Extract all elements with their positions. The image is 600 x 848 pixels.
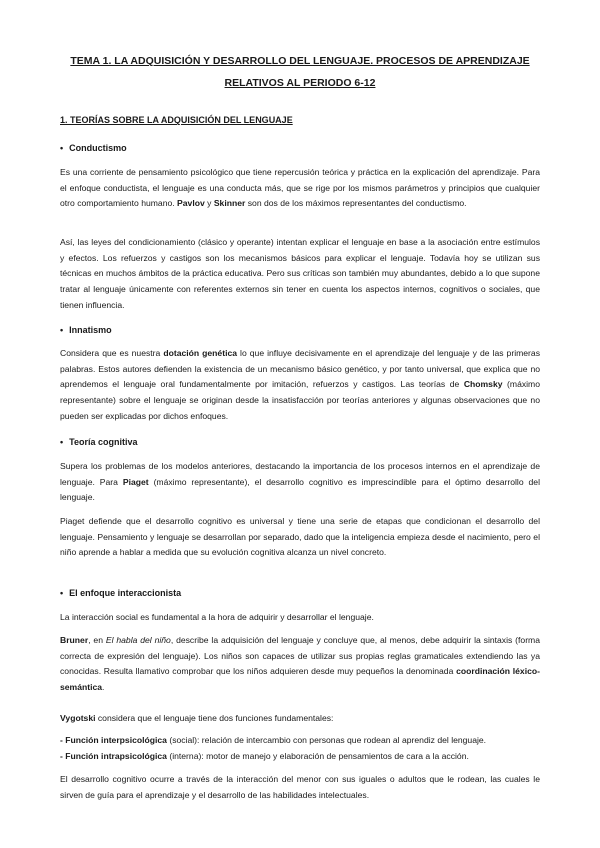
author-skinner: Skinner xyxy=(213,198,246,209)
heading-innatismo-label: Innatismo xyxy=(69,325,112,335)
innatismo-paragraph-1: Considera que es nuestra dotación genética lo que influye decisivamente en el aprendizaje del lenguaje y de las primeras palabras. Estos autores defienden la existencia de un mecanismo básico genético, y por tanto universal, que explica que no aprendemos el lenguaje oral fundamentalmente por imitación, refuerzos y castigos. Las teorías de Chomsky (máximo representante) sobre el lenguaje se originan desde la insatisfacción por teorías anteriores y algunas observaciones que no pueden ser explicadas por dichos enfoques. xyxy=(60,348,540,421)
author-vygotski: Vygotski xyxy=(60,713,96,723)
heading-teoria-cognitiva xyxy=(60,437,138,447)
cognitiva-paragraph-1: Supera los problemas de los modelos anteriores, destacando la importancia de los procesos internos en el aprendizaje de lenguaje. Para Piaget (máximo representante), el desarrollo cognitivo es imprescindible para el óptimo desarrollo del lenguaje. xyxy=(60,461,540,503)
heading-conductismo xyxy=(60,143,127,153)
cognitiva-paragraph-2: Piaget defiende que el desarrollo cognitivo es universal y tiene una serie de etapas que condicionan el desarrollo del lenguaje. Pensamiento y lenguaje se desarrollan por separado, dado que la inteligencia empieza desde el nacimiento, pero el niño aprende a hablar a medida que su evolución cognitiva alcanza un nivel concreto. xyxy=(60,516,540,558)
term-dotacion-genetica: dotación genética xyxy=(163,348,238,358)
interaccionista-paragraph-3: Vygotski considera que el lenguaje tiene dos funciones fundamentales: xyxy=(60,713,334,723)
book-title: El habla del niño xyxy=(105,635,171,645)
bullet-icon: • xyxy=(60,325,64,335)
interaccionista-paragraph-1: La interacción social es fundamental a la hora de adquirir y desarrollar el lenguaje. xyxy=(60,612,374,622)
heading-enfoque-interaccionista-label: El enfoque interaccionista xyxy=(69,588,182,598)
author-pavlov: Pavlov xyxy=(177,198,205,209)
conductismo-paragraph-1: Es una corriente de pensamiento psicológico que tiene repercusión teórica y práctica en la explicación del aprendizaje. Para el enfoque conductista, el lenguaje es una conducta más, que se rige por los mismos parámetros y principios que cualquier otro comportamiento humano. Pavlov y Skinner son dos de los máximos representantes del conductismo. xyxy=(60,167,540,209)
funcion-interpsicologica: - Función interpsicológica (social): relación de intercambio con personas que rodean al aprendiz del lenguaje. xyxy=(60,735,487,745)
bullet-icon: • xyxy=(60,143,64,153)
heading-teoria-cognitiva-label: Teoría cognitiva xyxy=(69,437,138,447)
interaccionista-paragraph-4: El desarrollo cognitivo ocurre a través de la interacción del menor con sus iguales o adultos que le rodean, las cuales le sirven de guía para el aprendizaje y el desarrollo de las habilidades intelectuales. xyxy=(60,774,540,800)
term-coordinacion: coordinación léxico-semántica xyxy=(60,666,540,693)
author-bruner: Bruner xyxy=(60,635,89,645)
author-chomsky: Chomsky xyxy=(463,379,503,390)
interaccionista-paragraph-2: Bruner, en El habla del niño, describe la adquisición del lenguaje y concluye que, al menos, debe adquirir la sintaxis (forma correcta de expresión del lenguaje). Los niños son capaces de utilizar sus propias reglas gramaticales extendiendo las ya conocidas. Resulta llamativo comprobar que los niños adquieren desde muy pequeños la denominada coordinación léxico-semántica. xyxy=(60,635,540,693)
author-piaget: Piaget xyxy=(122,476,149,487)
heading-conductismo-label: Conductismo xyxy=(69,143,127,153)
document-title-line-1: TEMA 1. LA ADQUISICIÓN Y DESARROLLO DEL LENGUAJE. PROCESOS DE APRENDIZAJE xyxy=(70,55,530,67)
section-heading: 1. TEORÍAS SOBRE LA ADQUISICIÓN DEL LENGUAJE xyxy=(60,115,293,125)
conductismo-paragraph-2: Así, las leyes del condicionamiento (clásico y operante) intentan explicar el lenguaje en base a la asociación entre estímulos y efectos. Los refuerzos y castigos son los mecanismos básicos para explicar el lenguaje. Todavía hoy se utilizan sus técnicas en muchos ámbitos de la práctica educativa. Pero sus críticas son también muy abundantes, debido a lo que supone tratar al lenguaje únicamente con referentes externos sin tener en cuenta los aspectos internos, cognitivos o sociales, que tienen influencia. xyxy=(60,237,540,310)
heading-enfoque-interaccionista xyxy=(60,588,181,598)
heading-innatismo xyxy=(60,325,112,335)
bullet-icon: • xyxy=(60,437,64,447)
document-title-line-2: RELATIVOS AL PERIODO 6-12 xyxy=(224,77,376,89)
funcion-intrapsicologica: - Función intrapsicológica (interna): motor de manejo y elaboración de pensamientos de cara a la acción. xyxy=(60,751,469,761)
bullet-icon: • xyxy=(60,588,64,598)
